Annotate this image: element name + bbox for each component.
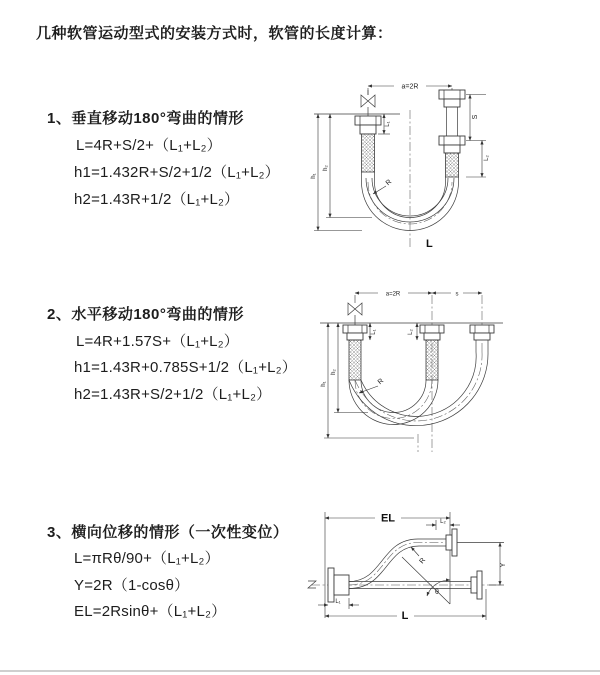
hose-s-curve bbox=[349, 539, 446, 589]
dimension-l1 bbox=[370, 323, 377, 340]
dimension-l2 bbox=[408, 323, 417, 340]
scan-edge-line bbox=[0, 670, 600, 672]
dim-label-l-total: L bbox=[426, 238, 433, 250]
dimension-y bbox=[489, 543, 507, 586]
left-flange bbox=[355, 116, 381, 134]
dim-label-y: Y bbox=[500, 562, 507, 568]
dimension-l2 bbox=[466, 141, 490, 178]
diagram-lateral-displacement bbox=[303, 498, 600, 660]
middle-flange bbox=[420, 325, 444, 340]
dim-label-l: L bbox=[401, 610, 409, 622]
lower-right-flange bbox=[471, 571, 482, 599]
dim-label-h2: h₂ bbox=[331, 369, 337, 375]
dim-label-theta: θ bbox=[435, 589, 439, 596]
dim-label-s: s bbox=[455, 291, 459, 298]
left-hose bbox=[362, 134, 375, 182]
dim-label-l2: L₂ bbox=[484, 155, 490, 161]
dimension-s bbox=[432, 289, 482, 298]
dim-label-l1: L₁ bbox=[385, 121, 391, 127]
section-3-formula-EL: EL=2Rsinθ+（L₁+L₂） bbox=[74, 603, 227, 620]
right-hose bbox=[446, 153, 459, 182]
right-flange-lower bbox=[439, 136, 465, 153]
section-2-heading: 2、水平移动180°弯曲的情形 bbox=[47, 306, 244, 323]
dim-label-el: EL bbox=[380, 512, 396, 525]
dim-label-a2r: a=2R bbox=[401, 83, 419, 91]
dimension-a-2r bbox=[355, 289, 432, 304]
section-3-heading: 3、横向位移的情形（一次性变位） bbox=[47, 524, 289, 541]
section-1-formula-h1: h1=1.432R+S/2+1/2（L₁+L₂） bbox=[74, 164, 280, 181]
dimension-l1 bbox=[318, 598, 359, 609]
dim-label-r: R bbox=[418, 556, 428, 566]
dim-label-l1: L₁ bbox=[335, 599, 341, 605]
dimension-el bbox=[325, 511, 450, 618]
radius-callout bbox=[411, 547, 427, 565]
section-1-formula-L: L=4R+S/2+（L₁+L₂） bbox=[76, 137, 222, 154]
valve-icon bbox=[361, 90, 375, 116]
upper-right-flange bbox=[446, 529, 504, 556]
left-flange bbox=[343, 325, 367, 340]
right-pipe bbox=[447, 107, 458, 136]
dim-label-h2: h₂ bbox=[323, 165, 329, 171]
section-2-formula-h2: h2=1.43R+S/2+1/2（L₁+L₂） bbox=[74, 386, 272, 403]
angle-theta bbox=[402, 557, 450, 604]
dim-label-a2r: a=2R bbox=[385, 291, 401, 298]
pipe-break-icon bbox=[308, 581, 316, 588]
right-flange-upper bbox=[439, 90, 465, 107]
right-flange-moved bbox=[470, 325, 494, 340]
left-flange bbox=[328, 568, 349, 602]
section-3-formula-Y: Y=2R（1-cosθ） bbox=[74, 577, 190, 594]
dim-label-l2: L₂ bbox=[408, 329, 414, 335]
dim-label-h1: h₁ bbox=[321, 381, 327, 387]
section-1-heading: 1、垂直移动180°弯曲的情形 bbox=[47, 110, 244, 127]
dimension-l2 bbox=[426, 519, 460, 530]
left-hose bbox=[349, 340, 361, 380]
dim-label-r: R bbox=[376, 377, 386, 387]
dim-label-l2: L₂ bbox=[440, 519, 446, 525]
page-title: 几种软管运动型式的安装方式时，软管的长度计算： bbox=[36, 25, 393, 42]
dim-label-r: R bbox=[384, 178, 394, 188]
section-2-formula-L: L=4R+1.57S+（L₁+L₂） bbox=[76, 333, 239, 350]
section-1-formula-h2: h2=1.43R+1/2（L₁+L₂） bbox=[74, 191, 240, 208]
dimension-h1 bbox=[321, 323, 414, 438]
dim-label-h1: h₁ bbox=[311, 173, 317, 179]
section-2-formula-h1: h1=1.43R+0.785S+1/2（L₁+L₂） bbox=[74, 359, 297, 376]
middle-hose bbox=[426, 340, 438, 380]
dimension-s bbox=[466, 95, 486, 141]
dim-label-s: S bbox=[472, 114, 479, 120]
section-3-formula-L: L=πRθ/90+（L₁+L₂） bbox=[74, 550, 220, 567]
diagram-horizontal-180-bend bbox=[298, 282, 600, 464]
diagram-vertical-180-bend bbox=[300, 70, 590, 265]
dimension-h1 bbox=[311, 114, 362, 231]
dim-label-l1: L₁ bbox=[371, 329, 377, 335]
valve-icon bbox=[348, 303, 362, 325]
